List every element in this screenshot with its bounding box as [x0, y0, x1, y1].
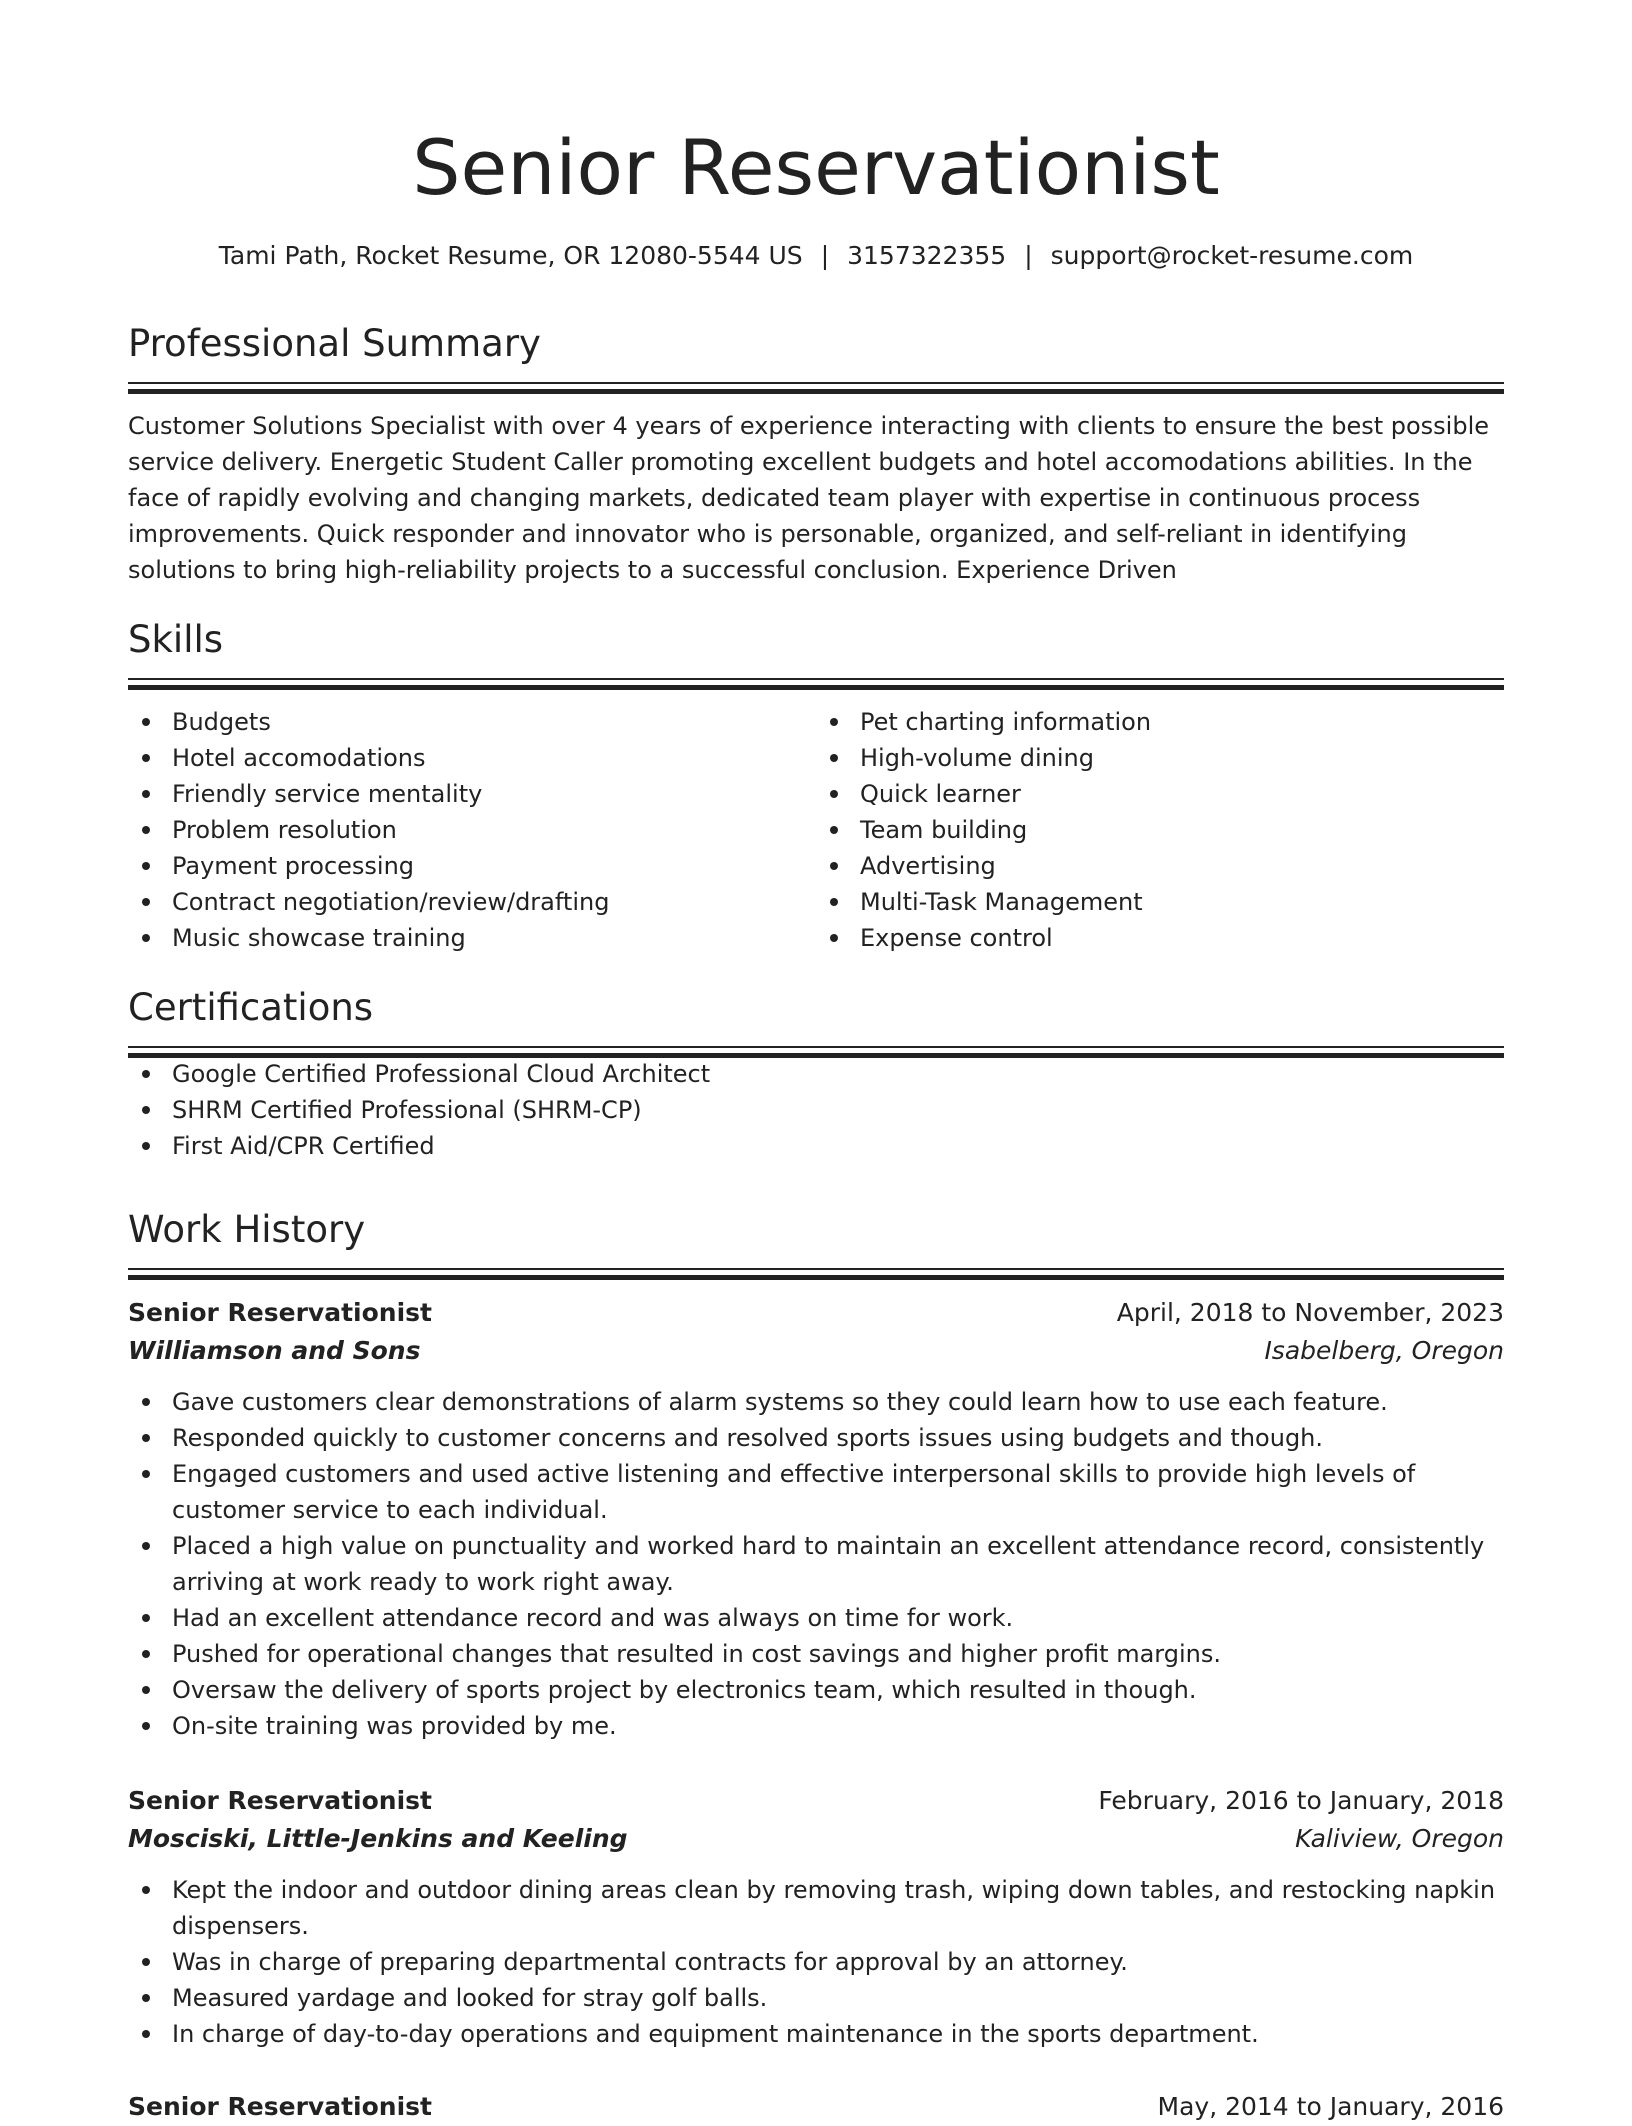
job-entry: [128, 2088, 1504, 2126]
bullet-icon: [830, 934, 838, 942]
bullet-icon: [142, 790, 150, 798]
certification-item: [128, 1128, 1504, 1164]
skill-item: [128, 704, 816, 740]
skill-item: [128, 812, 816, 848]
skill-item: [816, 740, 1504, 776]
skill-item: [128, 776, 816, 812]
bullet-icon: [830, 790, 838, 798]
job-duty-text: Placed a high value on punctuality and worked hard to maintain an excellent attendance record, consistently arriving at work ready to work right away.: [172, 1532, 1485, 1596]
bullet-icon: [142, 934, 150, 942]
job-company-row: [128, 1820, 1504, 1858]
resume-title: Senior Reservationist: [412, 123, 1220, 212]
section-divider: [128, 678, 1504, 688]
bullet-icon: [142, 862, 150, 870]
job-duty-text: Was in charge of preparing departmental contracts for approval by an attorney.: [172, 1948, 1128, 1976]
job-title-row: [128, 1782, 1504, 1820]
skill-item: [816, 812, 1504, 848]
certification-text: First Aid/CPR Certified: [172, 1132, 435, 1160]
skill-text: Budgets: [172, 708, 271, 736]
bullet-icon: [830, 862, 838, 870]
certifications-list: [128, 1056, 1504, 1164]
skill-text: Payment processing: [172, 852, 415, 880]
job-duty: [128, 1528, 1504, 1600]
skill-item: [128, 848, 816, 884]
bullet-icon: [142, 1142, 150, 1150]
job-dates: May, 2014 to January, 2016: [1157, 2092, 1504, 2121]
skill-item: [816, 776, 1504, 812]
skill-text: Multi-Task Management: [860, 888, 1143, 916]
section-divider: [128, 1046, 1504, 1056]
job-dates: February, 2016 to January, 2018: [1098, 1786, 1504, 1815]
work-history-heading: Work History: [128, 1208, 366, 1251]
contact-address: Tami Path, Rocket Resume, OR 12080-5544 US: [218, 241, 803, 270]
skill-text: Advertising: [860, 852, 996, 880]
job-duty-text: On-site training was provided by me.: [172, 1712, 617, 1740]
contact-email[interactable]: support@rocket-resume.com: [1050, 241, 1414, 270]
skill-text: Pet charting information: [860, 708, 1152, 736]
skill-text: Problem resolution: [172, 816, 397, 844]
bullet-icon: [142, 1614, 150, 1622]
skill-text: Hotel accomodations: [172, 744, 426, 772]
job-duties-list: [128, 1384, 1504, 1744]
work-history-section: [128, 1204, 1504, 1278]
bullet-icon: [142, 898, 150, 906]
skill-text: Contract negotiation/review/drafting: [172, 888, 610, 916]
contact-phone[interactable]: 3157322355: [847, 241, 1007, 270]
bullet-icon: [142, 754, 150, 762]
skills-heading: Skills: [128, 618, 224, 661]
job-location: Isabelberg, Oregon: [1264, 1336, 1504, 1365]
skills-list-left: [128, 704, 816, 956]
skill-item: [816, 848, 1504, 884]
certifications-section: [128, 982, 1504, 1164]
bullet-icon: [142, 1542, 150, 1550]
certification-item: [128, 1056, 1504, 1092]
contact-line: [128, 238, 1504, 274]
job-duty-text: Gave customers clear demonstrations of alarm systems so they could learn how to use each feature.: [172, 1388, 1388, 1416]
job-location: Kaliview, Oregon: [1295, 1824, 1504, 1853]
skills-list-right: [816, 704, 1504, 956]
contact-separator: |: [820, 241, 830, 270]
bullet-icon: [142, 1994, 150, 2002]
job-duty-text: Pushed for operational changes that resulted in cost savings and higher profit margins.: [172, 1640, 1221, 1668]
job-entry: [128, 1294, 1504, 1744]
certification-item: [128, 1092, 1504, 1128]
job-duty: [128, 1384, 1504, 1420]
bullet-icon: [142, 1398, 150, 1406]
job-duty: [128, 1708, 1504, 1744]
skills-section: [128, 614, 1504, 956]
summary-section: [128, 318, 1504, 588]
skill-text: Team building: [860, 816, 1028, 844]
bullet-icon: [830, 718, 838, 726]
job-title-row: [128, 2088, 1504, 2126]
job-duty-text: Measured yardage and looked for stray golf balls.: [172, 1984, 768, 2012]
skill-item: [128, 884, 816, 920]
job-duty: [128, 1672, 1504, 1708]
job-duty: [128, 2016, 1504, 2052]
skill-text: Music showcase training: [172, 924, 466, 952]
bullet-icon: [142, 1070, 150, 1078]
skill-item: [128, 920, 816, 956]
skill-item: [816, 884, 1504, 920]
skill-text: Quick learner: [860, 780, 1021, 808]
skill-text: High-volume dining: [860, 744, 1094, 772]
skill-item: [816, 704, 1504, 740]
job-dates: April, 2018 to November, 2023: [1116, 1298, 1504, 1327]
job-duty-text: Oversaw the delivery of sports project by electronics team, which resulted in though.: [172, 1676, 1197, 1704]
job-company-row: [128, 1332, 1504, 1370]
bullet-icon: [142, 1470, 150, 1478]
skills-columns: [128, 704, 1504, 956]
bullet-icon: [830, 898, 838, 906]
job-duty: [128, 1420, 1504, 1456]
job-duty: [128, 1980, 1504, 2016]
bullet-icon: [142, 1650, 150, 1658]
job-duty-text: Responded quickly to customer concerns and resolved sports issues using budgets and though.: [172, 1424, 1324, 1452]
job-duty: [128, 1944, 1504, 1980]
bullet-icon: [142, 718, 150, 726]
bullet-icon: [830, 754, 838, 762]
certification-text: SHRM Certified Professional (SHRM-CP): [172, 1096, 642, 1124]
summary-text: Customer Solutions Specialist with over 4 years of experience interacting with clients to ensure the best possible service delivery. Energetic Student Caller promoting excellent budgets and hotel accomodations abilities. In the face of rapidly evolving and changing markets, dedicated team player with expertise in continuous process improvements. Quick responder and innovator who is personable, organized, and self-reliant in identifying solutions to bring high-reliability projects to a successful conclusion. Experience Driven: [128, 412, 1490, 584]
job-title: Senior Reservationist: [128, 1298, 432, 1327]
bullet-icon: [830, 826, 838, 834]
job-duty: [128, 1600, 1504, 1636]
skill-text: Expense control: [860, 924, 1053, 952]
certifications-heading: Certifications: [128, 986, 374, 1029]
job-company: Mosciski, Little-Jenkins and Keeling: [128, 1824, 628, 1853]
section-divider: [128, 1268, 1504, 1278]
certification-text: Google Certified Professional Cloud Architect: [172, 1060, 711, 1088]
job-title-row: [128, 1294, 1504, 1332]
job-entry: [128, 1782, 1504, 2052]
job-title: Senior Reservationist: [128, 1786, 432, 1815]
skill-item: [816, 920, 1504, 956]
bullet-icon: [142, 1722, 150, 1730]
job-company: Williamson and Sons: [128, 1336, 421, 1365]
bullet-icon: [142, 1686, 150, 1694]
bullet-icon: [142, 1434, 150, 1442]
bullet-icon: [142, 2030, 150, 2038]
job-duty-text: Kept the indoor and outdoor dining areas clean by removing trash, wiping down tables, and restocking napkin dispensers.: [172, 1876, 1496, 1940]
bullet-icon: [142, 1886, 150, 1894]
summary-heading: Professional Summary: [128, 322, 541, 365]
contact-separator: |: [1024, 241, 1033, 270]
job-duty: [128, 1456, 1504, 1528]
bullet-icon: [142, 1106, 150, 1114]
bullet-icon: [142, 1958, 150, 1966]
job-duty: [128, 1872, 1504, 1944]
job-duty-text: In charge of day-to-day operations and equipment maintenance in the sports department.: [172, 2020, 1259, 2048]
job-duties-list: [128, 1872, 1504, 2052]
job-duty-text: Had an excellent attendance record and was always on time for work.: [172, 1604, 1014, 1632]
job-duty: [128, 1636, 1504, 1672]
section-divider: [128, 382, 1504, 392]
bullet-icon: [142, 826, 150, 834]
job-title: Senior Reservationist: [128, 2092, 432, 2121]
skill-item: [128, 740, 816, 776]
skill-text: Friendly service mentality: [172, 780, 483, 808]
job-duty-text: Engaged customers and used active listening and effective interpersonal skills to provide high levels of customer service to each individual.: [172, 1460, 1416, 1524]
